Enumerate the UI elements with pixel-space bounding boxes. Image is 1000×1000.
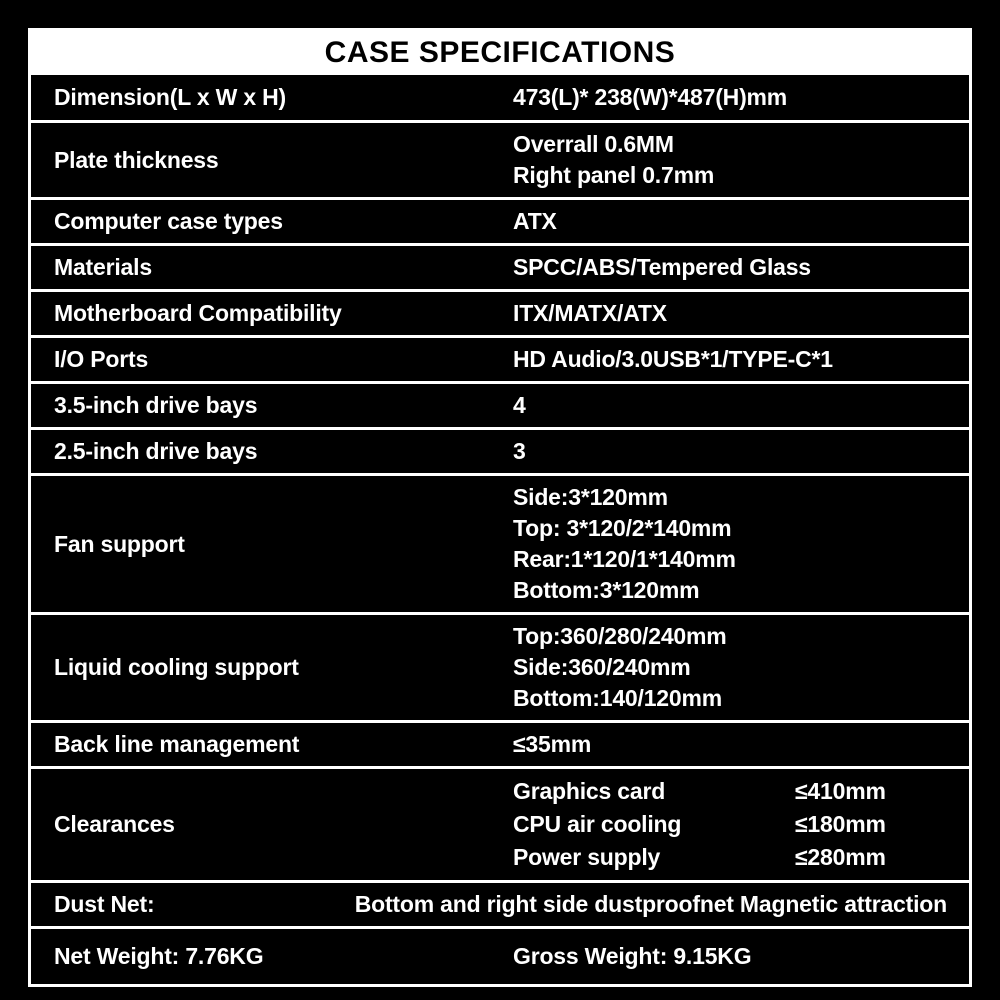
spec-value-line: Top:360/280/240mm	[513, 623, 727, 649]
spec-row-case-type	[31, 197, 969, 243]
spec-label: 2.5-inch drive bays	[54, 438, 258, 464]
spec-label: I/O Ports	[54, 346, 149, 372]
spec-value-line: 473(L)* 238(W)*487(H)mm	[513, 84, 788, 110]
clearance-item: Graphics card	[513, 778, 666, 804]
spec-value-line: Overrall 0.6MM	[513, 131, 674, 157]
spec-value-line: Bottom:3*120mm	[513, 577, 700, 603]
spec-row-materials	[31, 243, 969, 289]
clearance-limit: ≤410mm	[795, 778, 886, 804]
spec-row-liquid-cooling	[31, 612, 969, 720]
spec-value-line: 4	[513, 392, 526, 418]
spec-row-plate-thickness	[31, 120, 969, 197]
spec-label: Motherboard Compatibility	[54, 300, 342, 326]
clearance-limit: ≤280mm	[795, 844, 886, 870]
spec-value-line: SPCC/ABS/Tempered Glass	[513, 254, 811, 280]
spec-label: Dust Net:	[54, 891, 155, 917]
spec-value-line: ATX	[513, 208, 557, 234]
spec-label: Dimension(L x W x H)	[54, 84, 286, 110]
spec-row-motherboard	[31, 289, 969, 335]
spec-value-line: 3	[513, 438, 526, 464]
spec-row-fan-support	[31, 473, 969, 612]
spec-value-line: Top: 3*120/2*140mm	[513, 515, 732, 541]
spec-value-line: HD Audio/3.0USB*1/TYPE-C*1	[513, 346, 833, 372]
spec-row-dust-net	[31, 880, 969, 926]
spec-label: Computer case types	[54, 208, 283, 234]
clearance-pair	[513, 808, 959, 841]
spec-value-line: Bottom and right side dustproofnet Magnetic attraction	[354, 891, 947, 917]
clearance-pair	[513, 775, 959, 808]
spec-row-weights	[31, 926, 969, 984]
spec-row-dimension	[31, 75, 969, 120]
clearance-limit: ≤180mm	[795, 811, 886, 837]
clearance-item: Power supply	[513, 844, 661, 870]
spec-label: Clearances	[54, 811, 175, 837]
spec-value-line: Side:3*120mm	[513, 484, 668, 510]
spec-label: Back line management	[54, 731, 300, 757]
spec-label: Liquid cooling support	[54, 654, 299, 680]
case-spec-table	[28, 28, 972, 987]
spec-label: Plate thickness	[54, 146, 219, 173]
spec-value-line: Side:360/240mm	[513, 654, 691, 680]
spec-row-clearances	[31, 766, 969, 880]
clearance-pair	[513, 841, 959, 874]
spec-row-35-drive-bays	[31, 381, 969, 427]
spec-value-line: ITX/MATX/ATX	[513, 300, 667, 326]
spec-value-line: Rear:1*120/1*140mm	[513, 546, 736, 572]
spec-row-io-ports	[31, 335, 969, 381]
spec-label: Fan support	[54, 530, 185, 557]
clearance-item: CPU air cooling	[513, 811, 682, 837]
page-title: CASE SPECIFICATIONS	[31, 31, 969, 75]
spec-row-back-line	[31, 720, 969, 766]
spec-label: 3.5-inch drive bays	[54, 392, 258, 418]
net-weight: Net Weight: 7.76KG	[54, 943, 264, 969]
spec-row-25-drive-bays	[31, 427, 969, 473]
spec-label: Materials	[54, 254, 152, 280]
gross-weight: Gross Weight: 9.15KG	[513, 943, 752, 969]
spec-value-line: ≤35mm	[513, 731, 592, 757]
spec-value-line: Right panel 0.7mm	[513, 162, 715, 188]
spec-value-line: Bottom:140/120mm	[513, 685, 722, 711]
